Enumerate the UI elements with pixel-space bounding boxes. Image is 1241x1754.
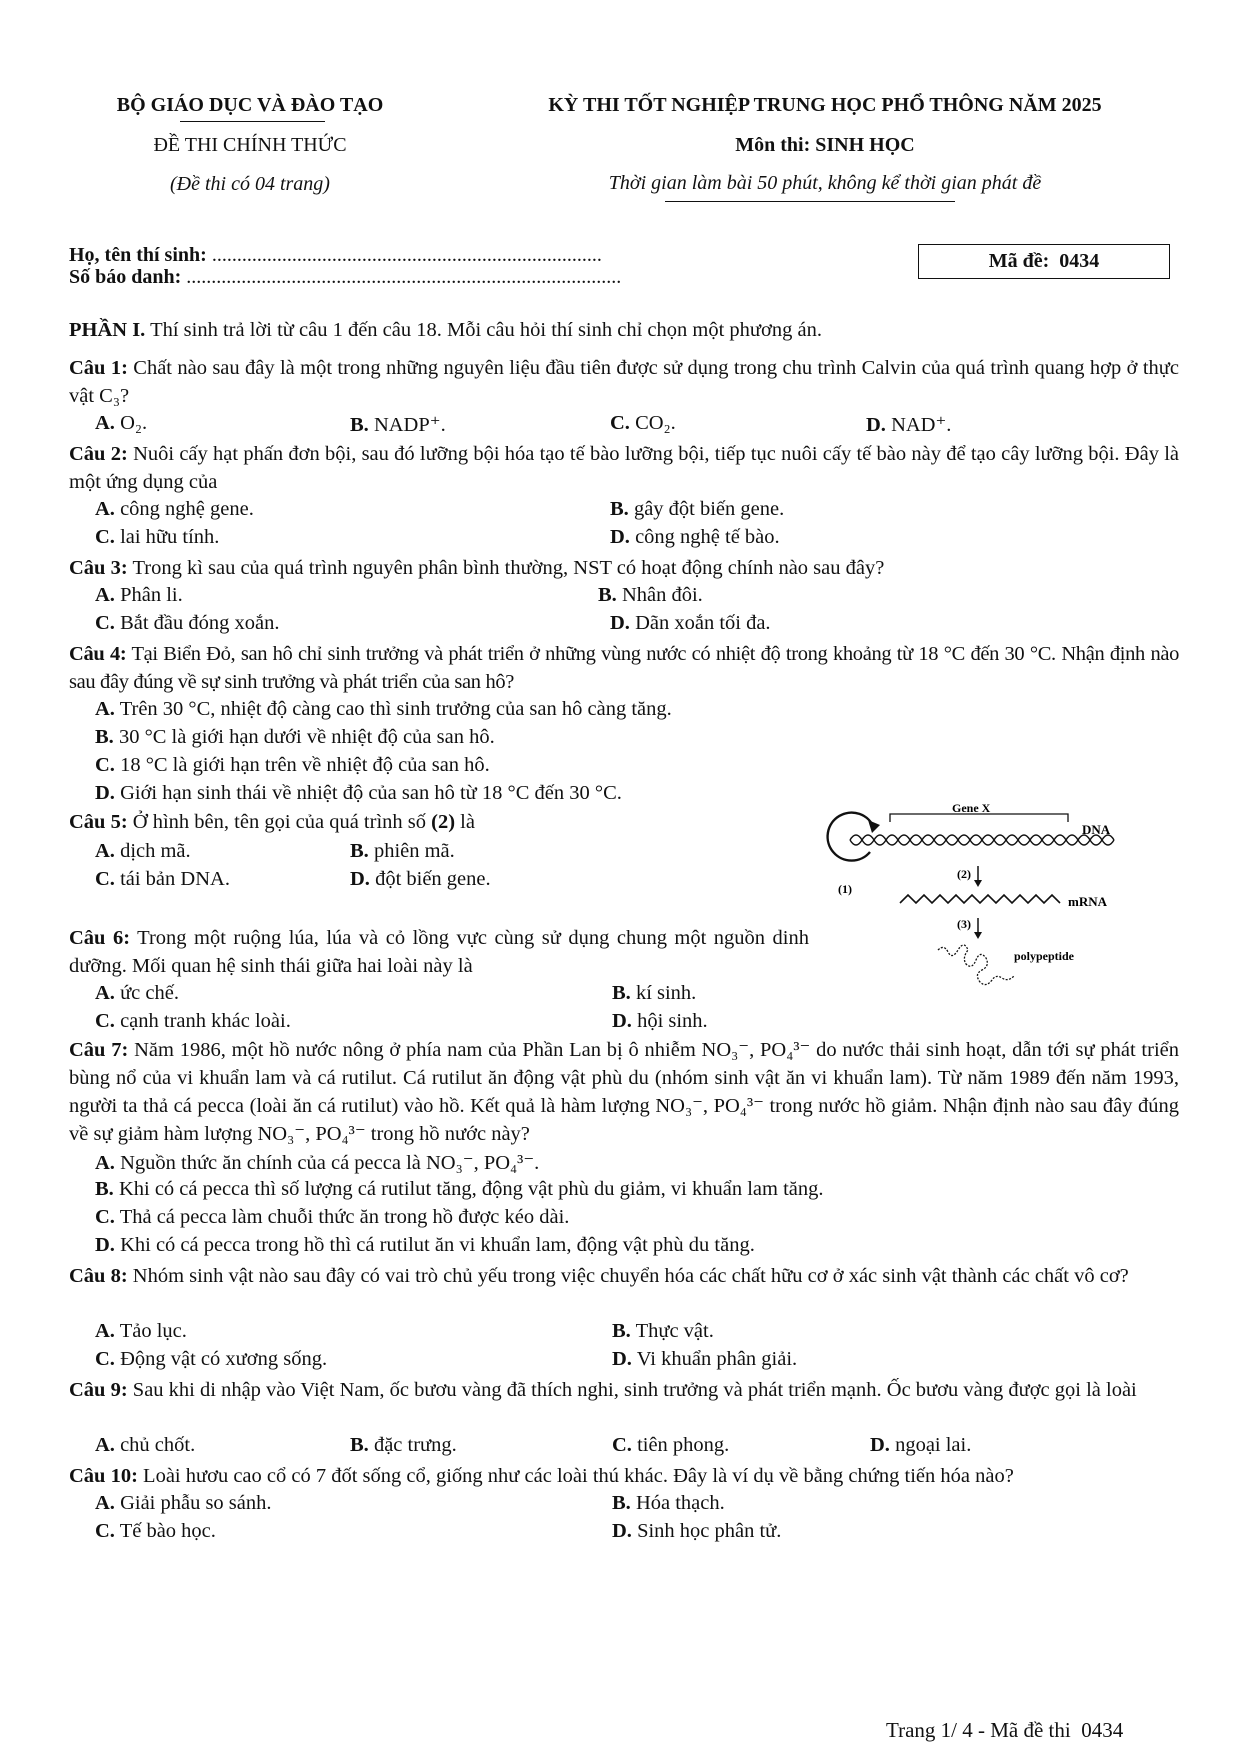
question-label: Câu 10: bbox=[69, 1465, 138, 1487]
option-5d[interactable]: D. đột biến gene. bbox=[350, 868, 491, 890]
candidate-id-label: Số báo danh: bbox=[69, 266, 182, 288]
question-label: Câu 2: bbox=[69, 443, 128, 465]
question-text: Nhóm sinh vật nào sau đây có vai trò chủ yếu trong việc chuyển hóa các chất hữu cơ ở xác sinh vật thành các chất vô cơ? bbox=[132, 1265, 1129, 1287]
option-9c[interactable]: C. tiên phong. bbox=[612, 1434, 730, 1456]
question-label: Câu 3: bbox=[69, 557, 128, 579]
candidate-id-row bbox=[69, 266, 621, 289]
question-label: Câu 1: bbox=[69, 357, 128, 379]
question-10 bbox=[69, 1462, 1179, 1490]
question-text: Ở hình bên, tên gọi của quá trình số bbox=[132, 811, 427, 833]
exam-code-label: Mã đề: bbox=[988, 250, 1050, 272]
step3-arrowhead bbox=[974, 932, 982, 939]
question-text: Trong kì sau của quá trình nguyên phân bình thường, NST có hoạt động chính nào sau đây? bbox=[132, 557, 885, 579]
option-8b[interactable]: B. Thực vật. bbox=[612, 1320, 714, 1342]
option-8c[interactable]: C. Động vật có xương sống. bbox=[95, 1348, 328, 1370]
option-4c[interactable]: C. 18 °C là giới hạn trên về nhiệt độ của san hô. bbox=[95, 754, 490, 776]
question-6 bbox=[69, 924, 809, 980]
question-text: Sau khi di nhập vào Việt Nam, ốc bươu vàng đã thích nghi, sinh trưởng và phát triển mạnh. Ốc bươu vàng được gọi là loài bbox=[132, 1379, 1137, 1401]
question-5 bbox=[69, 808, 475, 836]
option-9d[interactable]: D. ngoại lai. bbox=[870, 1434, 972, 1456]
question-3 bbox=[69, 554, 1179, 582]
candidate-name-label: Họ, tên thí sinh: bbox=[69, 244, 207, 266]
polypeptide-label: polypeptide bbox=[1014, 949, 1075, 963]
option-4a[interactable]: A. Trên 30 °C, nhiệt độ càng cao thì sinh trưởng của san hô càng tăng. bbox=[95, 698, 672, 720]
option-6b[interactable]: B. kí sinh. bbox=[612, 982, 697, 1004]
option-10b[interactable]: B. Hóa thạch. bbox=[612, 1492, 725, 1514]
question-label: Câu 8: bbox=[69, 1265, 128, 1287]
replication-arrowhead bbox=[868, 820, 880, 833]
replication-arrow bbox=[828, 813, 874, 861]
option-6d[interactable]: D. hội sinh. bbox=[612, 1010, 708, 1032]
question-7 bbox=[69, 1036, 1179, 1148]
step2-arrowhead bbox=[974, 880, 982, 887]
exam-code-value: 0434 bbox=[1059, 250, 1100, 272]
option-3c[interactable]: C. Bắt đầu đóng xoắn. bbox=[95, 612, 280, 634]
question-1 bbox=[69, 354, 1179, 410]
option-4d[interactable]: D. Giới hạn sinh thái về nhiệt độ của san hô từ 18 °C đến 30 °C. bbox=[95, 782, 622, 804]
option-4b[interactable]: B. 30 °C là giới hạn dưới về nhiệt độ của san hô. bbox=[95, 726, 495, 748]
question-label: Câu 9: bbox=[69, 1379, 128, 1401]
option-2b[interactable]: B. gây đột biến gene. bbox=[610, 498, 785, 520]
exam-title: KỲ THI TỐT NGHIỆP TRUNG HỌC PHỔ THÔNG NĂM 2025 bbox=[548, 94, 1102, 116]
gene-expression-figure bbox=[820, 800, 1150, 1000]
ministry-underline bbox=[180, 121, 325, 122]
question-text-end: là bbox=[460, 811, 475, 833]
option-7a[interactable]: A. Nguồn thức ăn chính của cá pecca là NO₃⁻, PO₄³⁻. bbox=[95, 1152, 540, 1174]
part1-label: PHẦN I. bbox=[69, 319, 146, 341]
option-9a[interactable]: A. chủ chốt. bbox=[95, 1434, 196, 1456]
exam-code-box bbox=[918, 244, 1170, 279]
question-label: Câu 6: bbox=[69, 927, 131, 949]
part1-instruction: Thí sinh trả lời từ câu 1 đến câu 18. Mỗi câu hỏi thí sinh chỉ chọn một phương án. bbox=[150, 319, 822, 341]
question-8 bbox=[69, 1262, 1179, 1290]
mrna-strand bbox=[900, 895, 1060, 903]
option-8d[interactable]: D. Vi khuẩn phân giải. bbox=[612, 1348, 798, 1370]
option-5c[interactable]: C. tái bản DNA. bbox=[95, 868, 230, 890]
question-9 bbox=[69, 1376, 1179, 1404]
dna-helix bbox=[850, 835, 1114, 845]
option-6c[interactable]: C. cạnh tranh khác loài. bbox=[95, 1010, 291, 1032]
option-1b[interactable]: B. NADP⁺. bbox=[350, 414, 446, 436]
page-number: Trang 1/ 4 - Mã đề thi bbox=[886, 1718, 1071, 1742]
option-2d[interactable]: D. công nghệ tế bào. bbox=[610, 526, 780, 548]
question-label: Câu 4: bbox=[69, 643, 127, 665]
option-1c[interactable]: C. CO₂. bbox=[610, 412, 676, 434]
time-note: Thời gian làm bài 50 phút, không kể thời gian phát đề bbox=[608, 172, 1042, 194]
option-2a[interactable]: A. công nghệ gene. bbox=[95, 498, 254, 520]
option-10a[interactable]: A. Giải phẫu so sánh. bbox=[95, 1492, 272, 1514]
option-7d[interactable]: D. Khi có cá pecca trong hồ thì cá rutilut ăn vi khuẩn lam, động vật phù du tăng. bbox=[95, 1234, 755, 1256]
gene-label: Gene X bbox=[952, 801, 991, 815]
step2-label: (2) bbox=[957, 867, 971, 881]
option-2c[interactable]: C. lai hữu tính. bbox=[95, 526, 220, 548]
polypeptide-chain bbox=[938, 945, 1014, 985]
step1-label: (1) bbox=[838, 882, 852, 896]
option-1d[interactable]: D. NAD⁺. bbox=[866, 414, 952, 436]
question-process-number: (2) bbox=[431, 811, 456, 833]
step3-label: (3) bbox=[957, 917, 971, 931]
time-underline bbox=[665, 201, 955, 202]
option-10c[interactable]: C. Tế bào học. bbox=[95, 1520, 216, 1542]
question-text: Năm 1986, một hồ nước nông ở phía nam của Phần Lan bị ô nhiễm NO₃⁻, PO₄³⁻ do nước thải sinh hoạt, dẫn tới sự phát triển bùng nổ của vi khuẩn lam và cá rutilut. Cá rutilut ăn động vật phù du (nhóm sinh vật ăn vi khuẩn lam). Từ năm 1989 đến năm 1993, người ta thả cá pecca (loài ăn cá rutilut) vào hồ. Kết quả là hàm lượng NO₃⁻, PO₄³⁻ trong nước hồ giảm. Nhận định nào sau đây đúng về sự giảm hàm lượng NO₃⁻, PO₄³⁻ trong hồ nước này? bbox=[69, 1039, 1179, 1145]
page-footer bbox=[886, 1718, 1123, 1743]
question-label: Câu 7: bbox=[69, 1039, 129, 1061]
option-5a[interactable]: A. dịch mã. bbox=[95, 840, 191, 862]
candidate-id-dots: ....................................................................................... bbox=[186, 266, 622, 288]
question-text: Loài hươu cao cổ có 7 đốt sống cổ, giống như các loài thú khác. Đây là ví dụ về bằng chứng tiến hóa nào? bbox=[143, 1465, 1014, 1487]
option-6a[interactable]: A. ức chế. bbox=[95, 982, 179, 1004]
option-10d[interactable]: D. Sinh học phân tử. bbox=[612, 1520, 782, 1542]
question-text: Trong một ruộng lúa, lúa và cỏ lồng vực cùng sử dụng chung một nguồn dinh dưỡng. Mối quan hệ sinh thái giữa hai loài này là bbox=[69, 927, 809, 977]
option-1a[interactable]: A. O₂. bbox=[95, 412, 148, 434]
subject: Môn thi: SINH HỌC bbox=[735, 134, 915, 156]
option-8a[interactable]: A. Tảo lục. bbox=[95, 1320, 187, 1342]
question-2 bbox=[69, 440, 1179, 496]
option-3b[interactable]: B. Nhân đôi. bbox=[598, 584, 703, 606]
candidate-name-row bbox=[69, 244, 602, 267]
candidate-name-dots: .............................................................................. bbox=[211, 244, 602, 266]
gene-bracket bbox=[890, 814, 1068, 822]
official-label: ĐỀ THI CHÍNH THỨC bbox=[153, 134, 347, 156]
question-text: Tại Biển Đỏ, san hô chỉ sinh trưởng và phát triển ở những vùng nước có nhiệt độ trong khoảng từ 18 °C đến 30 °C. Nhận định nào sau đây đúng về sự sinh trưởng và phát triển của san hô? bbox=[69, 643, 1180, 693]
mrna-label: mRNA bbox=[1068, 894, 1107, 909]
question-text: Chất nào sau đây là một trong những nguyên liệu đầu tiên được sử dụng trong chu trình Calvin của quá trình quang hợp ở thực vật C₃? bbox=[69, 357, 1179, 407]
option-7b[interactable]: B. Khi có cá pecca thì số lượng cá rutilut tăng, động vật phù du giảm, vi khuẩn lam tăng. bbox=[95, 1178, 824, 1200]
option-3a[interactable]: A. Phân li. bbox=[95, 584, 183, 606]
option-7c[interactable]: C. Thả cá pecca làm chuỗi thức ăn trong hồ được kéo dài. bbox=[95, 1206, 570, 1228]
ministry-name: BỘ GIÁO DỤC VÀ ĐÀO TẠO bbox=[116, 94, 384, 116]
dna-label: DNA bbox=[1082, 822, 1111, 837]
question-4 bbox=[69, 640, 1179, 696]
question-text: Nuôi cấy hạt phấn đơn bội, sau đó lưỡng bội hóa tạo tế bào lưỡng bội, tiếp tục nuôi cấy tế bào này để tạo cây lưỡng bội. Đây là một ứng dụng của bbox=[69, 443, 1180, 493]
option-3d[interactable]: D. Dãn xoắn tối đa. bbox=[610, 612, 771, 634]
option-9b[interactable]: B. đặc trưng. bbox=[350, 1434, 457, 1456]
part1-heading bbox=[69, 316, 822, 344]
footer-code: 0434 bbox=[1081, 1718, 1124, 1742]
option-5b[interactable]: B. phiên mã. bbox=[350, 840, 455, 862]
question-label: Câu 5: bbox=[69, 811, 128, 833]
pages-note: (Đề thi có 04 trang) bbox=[170, 173, 330, 195]
